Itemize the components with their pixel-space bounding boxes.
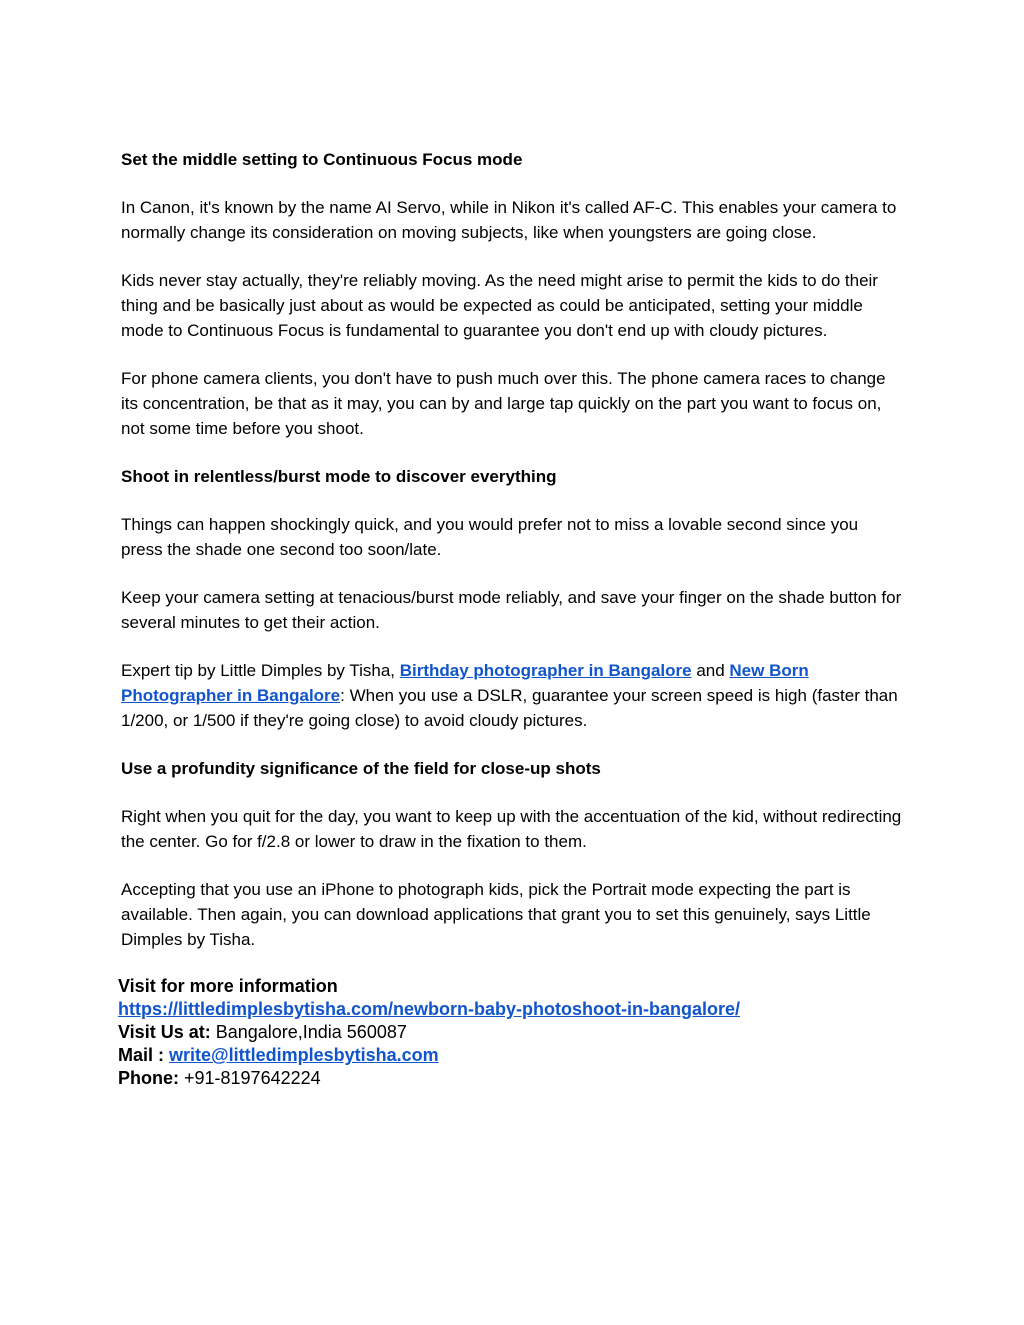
newborn-photographer-link[interactable]: New Born Photographer in Bangalore	[121, 661, 809, 705]
paragraph-iphone-portrait: Accepting that you use an iPhone to photograph kids, pick the Portrait mode expecting the part is available. Then again, you can download applications that grant you to set this genuinely, says Little Dimples by Tisha.	[121, 880, 871, 949]
mail-link[interactable]: write@littledimplesbytisha.com	[169, 1045, 439, 1065]
website-line	[118, 998, 903, 1021]
expert-tip-prefix: Expert tip by Little Dimples by Tisha,	[121, 661, 400, 680]
website-link[interactable]: https://littledimplesbytisha.com/newborn-baby-photoshoot-in-bangalore/	[118, 999, 741, 1019]
phone-line	[118, 1067, 903, 1090]
visit-us-line	[118, 1021, 903, 1044]
heading-burst-mode: Shoot in relentless/burst mode to discover everything	[121, 467, 557, 486]
phone-value: +91-8197642224	[184, 1068, 321, 1088]
phone-label: Phone:	[118, 1068, 184, 1088]
contact-info	[118, 975, 903, 1090]
paragraph-accentuation: Right when you quit for the day, you want to keep up with the accentuation of the kid, without redirecting the center. Go for f/2.8 or lower to draw in the fixation to them.	[121, 807, 902, 851]
paragraph-kids-moving: Kids never stay actually, they're reliably moving. As the need might arise to permit the kids to do their thing and be basically just about as would be expected as could be anticipated, setting your middle mode to Continuous Focus is fundamental to guarantee you don't end up with cloudy pictures.	[121, 271, 878, 340]
footer-heading: Visit for more information	[118, 976, 338, 996]
paragraph-shockingly-quick: Things can happen shockingly quick, and you would prefer not to miss a lovable second since you press the shade one second too soon/late.	[121, 515, 859, 559]
visit-us-value: Bangalore,India 560087	[215, 1022, 407, 1042]
paragraph-keep-setting: Keep your camera setting at tenacious/burst mode reliably, and save your finger on the shade button for several minutes to get their action.	[121, 588, 902, 632]
paragraph-expert-tip	[121, 658, 903, 733]
expert-tip-connector: and	[691, 661, 730, 680]
paragraph-phone-camera: For phone camera clients, you don't have to push much over this. The phone camera races to change its concentration, be that as it may, you can by and large tap quickly on the part you want to focus on, not some time before you shoot.	[121, 369, 886, 438]
paragraph-canon-nikon: In Canon, it's known by the name AI Servo, while in Nikon it's called AF-C. This enables your camera to normally change its consideration on moving subjects, like when youngsters are going close.	[121, 198, 897, 242]
mail-label: Mail :	[118, 1045, 170, 1065]
visit-us-label: Visit Us at:	[118, 1022, 216, 1042]
mail-line	[118, 1044, 903, 1067]
expert-tip-suffix: : When you use a DSLR, guarantee your screen speed is high (faster than 1/200, or 1/500 if they're going close) to avoid cloudy pictures.	[121, 686, 898, 730]
heading-continuous-focus: Set the middle setting to Continuous Focus mode	[121, 150, 523, 169]
heading-depth-of-field: Use a profundity significance of the field for close-up shots	[121, 759, 601, 778]
birthday-photographer-link[interactable]: Birthday photographer in Bangalore	[399, 661, 692, 680]
